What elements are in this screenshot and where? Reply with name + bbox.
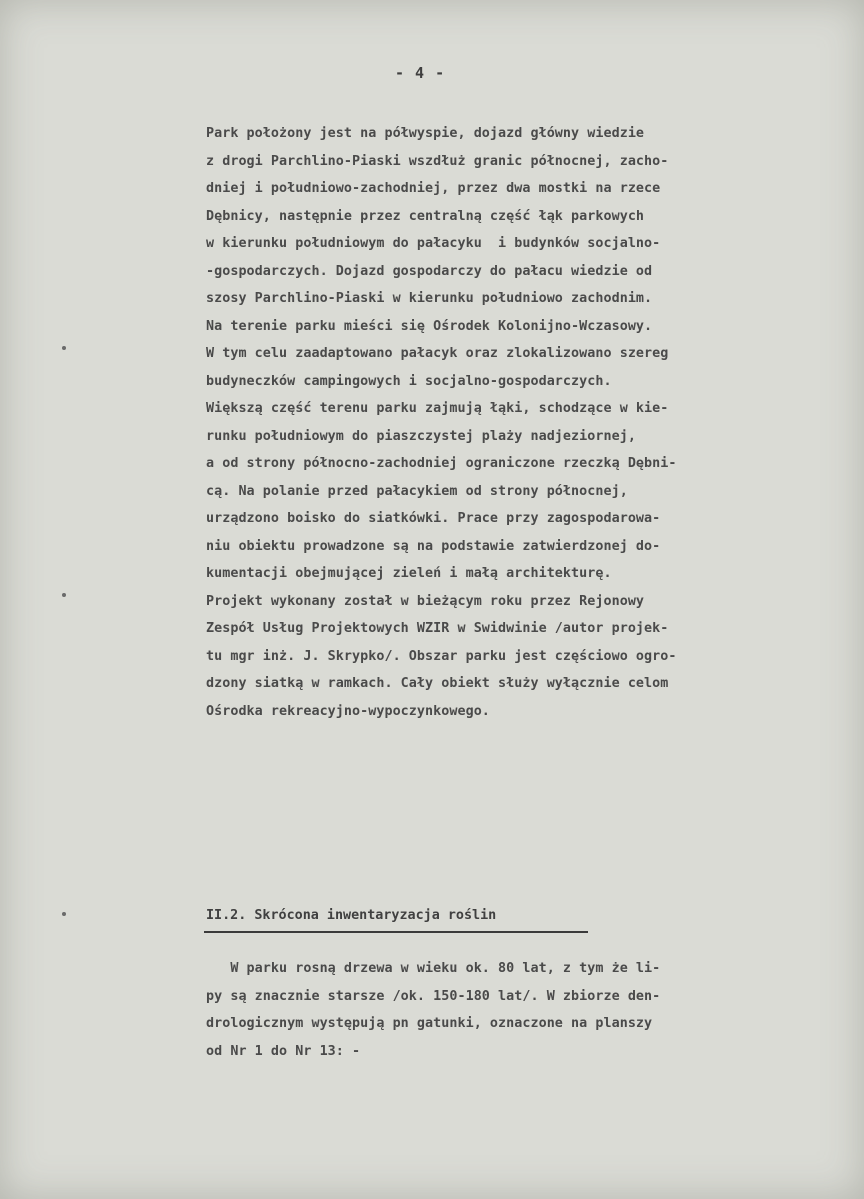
section-paragraph — [206, 955, 816, 1065]
section-heading: II.2. Skrócona inwentaryzacja roślin — [206, 908, 497, 923]
paragraph-line: kumentacji obejmującej zieleń i małą architekturę. — [206, 566, 612, 581]
section-line: py są znacznie starsze /ok. 150-180 lat/. W zbiorze den- — [206, 988, 661, 1004]
paragraph-line: budyneczków campingowych i socjalno-gospodarczych. — [206, 373, 612, 389]
paragraph-line: Na terenie parku mieści się Ośrodek Kolonijno-Wczasowy. — [206, 318, 653, 334]
paragraph-line: dniej i południowo-zachodniej, przez dwa mostki na rzece — [206, 181, 661, 196]
paragraph-line: Większą część terenu parku zajmują łąki, schodzące w kie- — [206, 401, 669, 416]
paragraph-line: runku południowym do piaszczystej plaży nadjeziornej, — [206, 428, 636, 444]
page-number: - 4 - — [395, 64, 446, 82]
margin-dot — [62, 346, 66, 350]
paragraph-line: Zespół Usług Projektowych WZIR w Swidwinie /autor projek- — [206, 621, 669, 636]
heading-underline — [204, 931, 588, 933]
paragraph-line: -gospodarczych. Dojazd gospodarczy do pałacu wiedzie od — [206, 263, 653, 279]
section-line: W parku rosną drzewa w wieku ok. 80 lat, z tym że li- — [206, 961, 661, 976]
paragraph-line: urządzono boisko do siatkówki. Prace przy zagospodarowa- — [206, 511, 661, 526]
paragraph-line: W tym celu zaadaptowano pałacyk oraz zlokalizowano szereg — [206, 346, 669, 361]
paragraph-line: Park położony jest na półwyspie, dojazd główny wiedzie — [206, 126, 645, 141]
paragraph-line: szosy Parchlino-Piaski w kierunku południowo zachodnim. — [206, 291, 653, 306]
paragraph-line: a od strony północno-zachodniej ograniczone rzeczką Dębni- — [206, 456, 677, 471]
paragraph-line: Ośrodka rekreacyjno-wypoczynkowego. — [206, 703, 490, 719]
section-line: od Nr 1 do Nr 13: - — [206, 1043, 361, 1059]
paragraph-line: cą. Na polanie przed pałacykiem od strony północnej, — [206, 483, 628, 499]
paragraph-line: dzony siatką w ramkach. Cały obiekt służy wyłącznie celom — [206, 676, 669, 691]
paragraph-line: Dębnicy, następnie przez centralną część łąk parkowych — [206, 208, 645, 224]
margin-dot — [62, 912, 66, 916]
margin-dot — [62, 593, 66, 597]
paragraph-line: w kierunku południowym do pałacyku i budynków socjalno- — [206, 236, 661, 251]
paragraph-line: Projekt wykonany został w bieżącym roku przez Rejonowy — [206, 593, 645, 609]
park-description-paragraph — [206, 120, 816, 725]
section-line: drologicznym występują pn gatunki, oznaczone na planszy — [206, 1016, 653, 1031]
paragraph-line: niu obiektu prowadzone są na podstawie zatwierdzonej do- — [206, 538, 661, 554]
paragraph-line: z drogi Parchlino-Piaski wszdłuż granic północnej, zacho- — [206, 153, 669, 169]
paragraph-line: tu mgr inż. J. Skrypko/. Obszar parku jest częściowo ogro- — [206, 648, 677, 664]
